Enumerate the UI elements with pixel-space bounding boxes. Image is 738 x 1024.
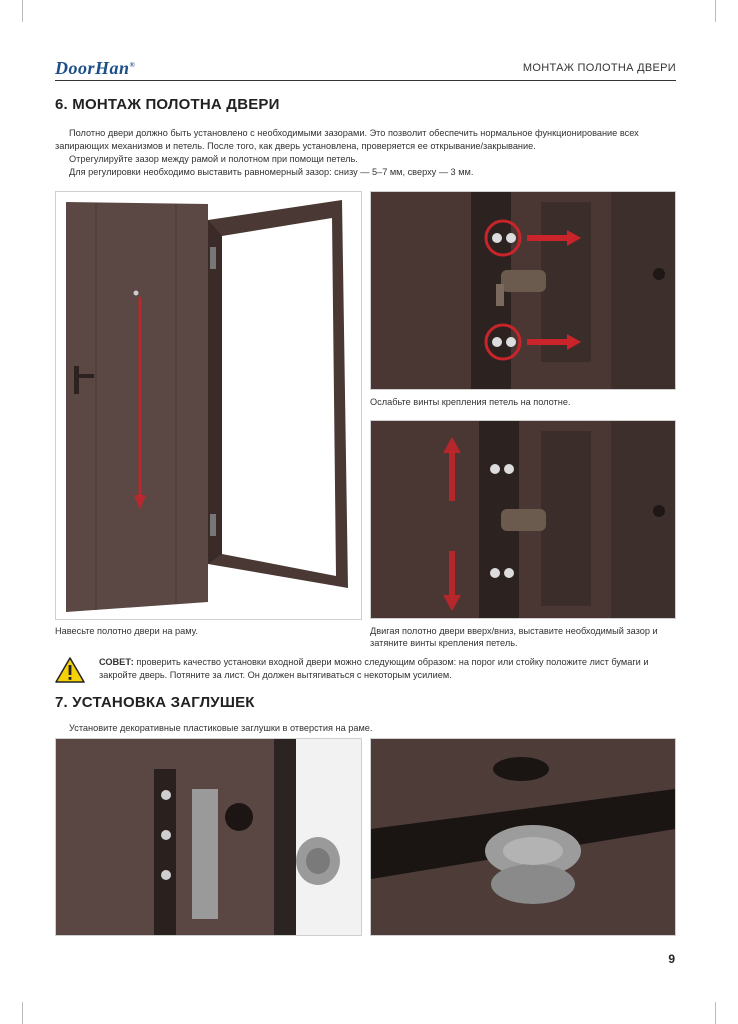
crop-mark: [22, 1002, 23, 1024]
warning-icon: [55, 656, 85, 684]
header-divider: [55, 80, 676, 81]
tip-text: СОВЕТ: проверить качество установки входной двери можно следующим образом: на порог или стойку положите лист бумаги и закройте дверь. Потяните за лист. Он должен вытягиваться с некоторым усилием.: [99, 657, 649, 680]
hinge-illustration: [371, 192, 675, 389]
hinge-top-caption: Ослабьте винты крепления петель на полотне.: [370, 397, 571, 407]
header-section-title: МОНТАЖ ПОЛОТНА ДВЕРИ: [522, 62, 676, 74]
crop-mark: [715, 1002, 716, 1024]
door-illustration: [56, 192, 361, 619]
hinge-illustration: [371, 421, 675, 618]
section-6-paragraph: Полотно двери должно быть установлено с необходимыми зазорами. Это позволит обеспечить нормальное функционирование всех запирающих механизмов и петель. После того, как дверь установлена, проверяется ее открывание/закрывание.: [55, 128, 639, 151]
frame-illustration: [56, 739, 361, 935]
brand-logo: DoorHan®: [55, 58, 136, 78]
page-number: 9: [668, 952, 675, 966]
section-6-paragraph: Отрегулируйте зазор между рамой и полотном при помощи петель.: [69, 154, 358, 164]
plug-illustration: [371, 739, 675, 935]
door-hanging-image: [55, 191, 362, 620]
section-7-title: 7. УСТАНОВКА ЗАГЛУШЕК: [55, 694, 255, 711]
section-7-paragraph: Установите декоративные пластиковые заглушки в отверстия на раме.: [69, 723, 373, 733]
door-caption: Навесьте полотно двери на раму.: [55, 626, 198, 636]
section-6-paragraph: Для регулировки необходимо выставить равномерный зазор: снизу — 5–7 мм, сверху — 3 мм.: [69, 167, 474, 177]
crop-mark: [715, 0, 716, 22]
hinge-loosen-screws-image: [370, 191, 676, 390]
hinge-adjust-image: [370, 420, 676, 619]
frame-plugs-image: [55, 738, 362, 936]
crop-mark: [22, 0, 23, 22]
hinge-bottom-caption: Двигая полотно двери вверх/вниз, выставите необходимый зазор и затяните винты крепления петель.: [370, 626, 658, 648]
plug-closeup-image: [370, 738, 676, 936]
section-6-title: 6. МОНТАЖ ПОЛОТНА ДВЕРИ: [55, 96, 280, 113]
